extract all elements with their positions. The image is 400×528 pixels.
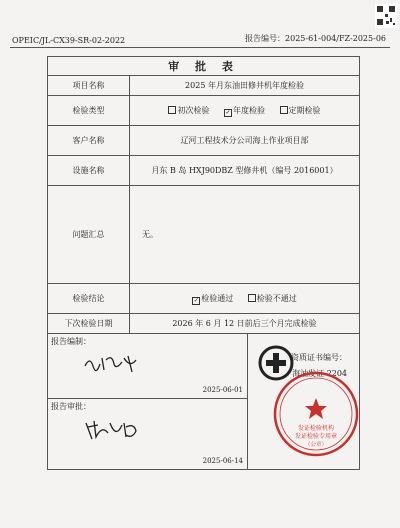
conclusion-option-pass[interactable] [192, 294, 233, 303]
client-value: 辽河工程技术分公司海上作业项目部 [130, 126, 360, 156]
conclusion-option-fail[interactable] [248, 294, 297, 303]
type-option-annual[interactable] [224, 106, 265, 115]
certificate-label: 资质证书编号： [291, 353, 348, 362]
checkbox-icon [168, 106, 176, 114]
document-code: OPEIC/JL-CX39-SR-02-2022 [12, 36, 126, 45]
certificate-cell [248, 334, 360, 470]
handwritten-signature-approver [82, 417, 142, 443]
conclusion-options [130, 284, 360, 314]
next-date-label: 下次检验日期 [48, 314, 130, 334]
checkbox-icon: ✓ [225, 108, 231, 116]
report-number-value: 2025-61-004/FZ-2025-06 [285, 34, 386, 43]
certificate-number: 海油发证 2204 [292, 369, 348, 378]
compiled-label: 报告编制： [51, 337, 91, 346]
checkbox-icon [280, 106, 288, 114]
header-rule [10, 47, 390, 48]
approved-date: 2025-06-14 [202, 457, 243, 465]
next-date-value: 2026 年 6 月 12 日前后三个月完成检验 [130, 314, 360, 334]
option-label: 检验不通过 [256, 293, 297, 303]
conclusion-label: 检验结论 [48, 284, 130, 314]
option-label: 年度检验 [233, 105, 265, 115]
compiled-date: 2025-06-01 [202, 386, 243, 394]
option-label: 检验通过 [201, 293, 234, 303]
issues-label: 问题汇总 [48, 186, 130, 284]
project-value: 2025 年月东油田修井机年度检验 [130, 76, 360, 96]
seal-text-3: （公章） [304, 442, 328, 448]
checkbox-icon: ✓ [193, 296, 199, 304]
type-option-periodic[interactable] [280, 106, 321, 115]
approval-table [47, 56, 360, 470]
checkbox-icon [248, 294, 256, 302]
option-label: 初次检验 [177, 105, 210, 115]
approved-signature-cell [48, 399, 248, 470]
equipment-label: 设施名称 [48, 156, 130, 186]
client-label: 客户名称 [48, 126, 130, 156]
seal-text-1: 发证检验机构 [297, 425, 335, 432]
type-options [130, 96, 360, 126]
official-seal-icon [272, 370, 360, 458]
option-label: 定期检验 [288, 105, 321, 115]
equipment-value: 月东 B 岛 HXJ90DBZ 型修井机（编号 2016001） [130, 156, 360, 186]
report-number-label: 报告编号： [245, 34, 286, 43]
issues-value: 无。 [130, 186, 360, 284]
qr-code-icon [375, 4, 397, 28]
compiled-signature-cell [48, 334, 248, 399]
approved-label: 报告审批： [51, 402, 91, 411]
form-title: 审 批 表 [48, 57, 360, 76]
report-number [245, 33, 386, 44]
type-option-initial[interactable] [168, 106, 209, 115]
project-label: 项目名称 [48, 76, 130, 96]
handwritten-signature-compiler [82, 352, 142, 376]
seal-text-2: 发证检验专用章 [294, 433, 338, 440]
type-label: 检验类型 [48, 96, 130, 126]
